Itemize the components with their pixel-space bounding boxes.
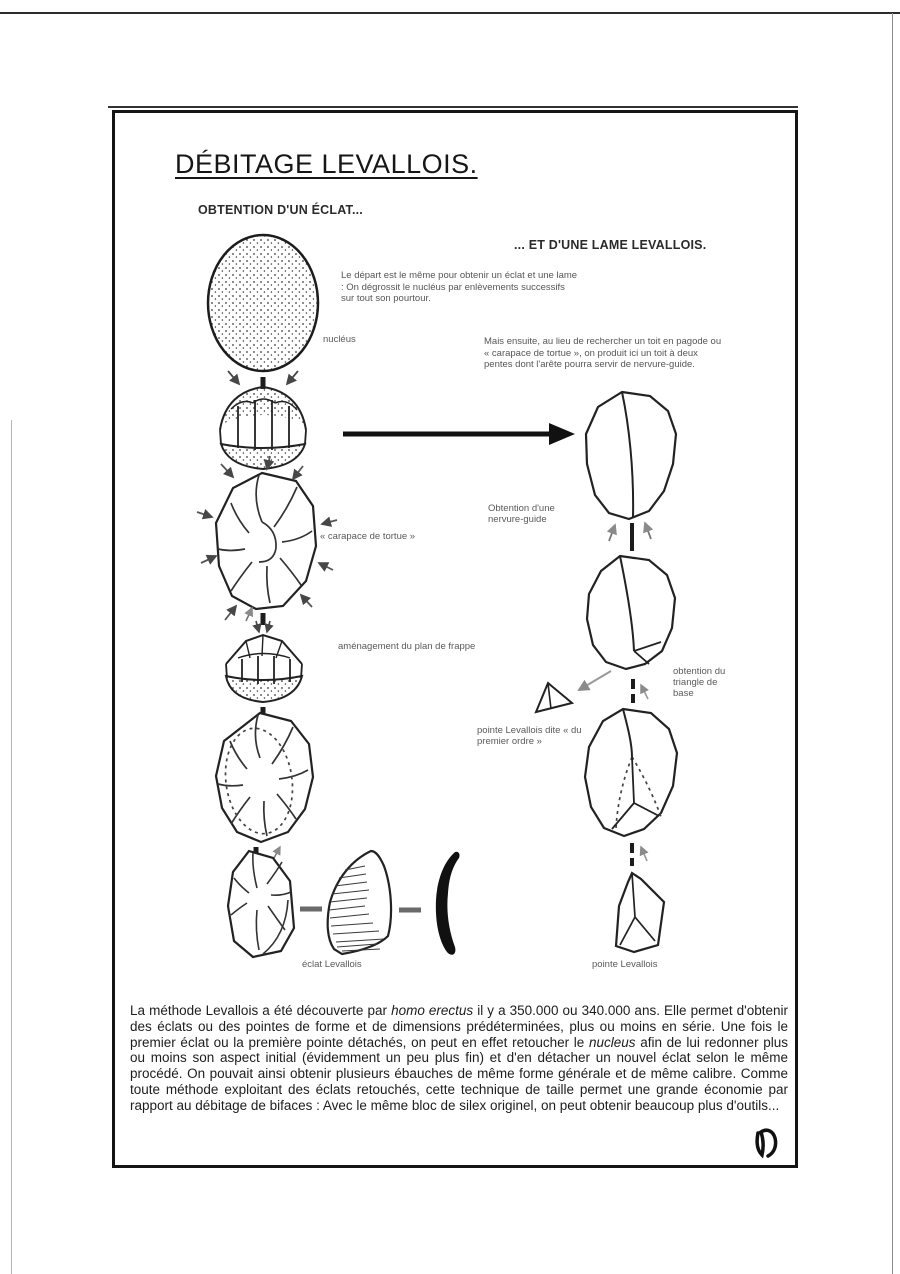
label-triangle-de-base: obtention du triangle de base bbox=[673, 666, 726, 699]
transition-arrow bbox=[343, 423, 575, 445]
small-arrow bbox=[641, 685, 648, 699]
ridge-core-base-triangle-drawing bbox=[587, 556, 675, 669]
ridge-core-drawing bbox=[586, 392, 676, 541]
page-title: DÉBITAGE LEVALLOIS. bbox=[175, 149, 478, 179]
paragraph-part: afin de lui redonner plus ou moins son aspect initial (évidemment un peu plus fin) et d'en détacher un nouvel éclat selon le même procédé. On pouvait ainsi obtenir plusieurs ébauches de même forme générale et de même calibre. Comme toute méthode exploitant des éclats retouchés, cette technique de taille permet une grande économie par rapport au débitage de bifaces : Avec le même bloc de silex originel, on peut obtenir beaucoup plus d'outils... bbox=[130, 1034, 788, 1113]
note-depart: Le départ est le même pour obtenir un éclat et une lame : On dégrossit le nucléus par enlèvements successifs sur tout son pourtour. bbox=[341, 270, 578, 304]
label-pointe-levallois: pointe Levallois bbox=[592, 959, 658, 970]
label-eclat-levallois: éclat Levallois bbox=[302, 959, 362, 970]
paragraph-part: il y a 350.000 ou 340.000 ans. Elle permet d'obtenir des éclats ou des pointes de forme et de dimensions prédéterminées, plus ou moins en série. Une fois le premier éclat ou la première pointe détachés, on peut en effet retoucher le bbox=[130, 1003, 789, 1050]
description-paragraph bbox=[130, 1003, 788, 1114]
nucleus-drawing bbox=[208, 235, 318, 371]
striking-platform-stage-drawing bbox=[226, 621, 302, 702]
small-arrow bbox=[246, 608, 252, 621]
label-pointe-premier-ordre: pointe Levallois dite « du premier ordre » bbox=[477, 725, 582, 747]
small-arrow bbox=[274, 847, 280, 858]
core-with-point-outline-drawing bbox=[585, 709, 677, 836]
residual-core-drawing bbox=[228, 851, 294, 957]
paragraph-italic-homo-erectus: homo erectus bbox=[391, 1003, 474, 1018]
prepared-core-with-flake-outline-drawing bbox=[216, 713, 313, 842]
label-nucleus: nucléus bbox=[323, 334, 356, 345]
left-column-heading: OBTENTION D'UN ÉCLAT... bbox=[198, 203, 363, 217]
paragraph-part: La méthode Levallois a été découverte par bbox=[130, 1003, 392, 1018]
paragraph-italic-nucleus: nucleus bbox=[589, 1034, 636, 1050]
right-column-heading: ... ET D'UNE LAME LEVALLOIS. bbox=[514, 238, 707, 252]
tortoise-carapace-core-drawing bbox=[197, 456, 337, 620]
flake-profile-drawing bbox=[436, 852, 460, 955]
signature-mark bbox=[757, 1130, 776, 1156]
levallois-point-drawing bbox=[616, 873, 664, 952]
detachment-arrow bbox=[579, 671, 611, 690]
small-arrow bbox=[641, 847, 647, 861]
label-carapace: « carapace de tortue » bbox=[320, 531, 416, 542]
first-order-point-drawing bbox=[536, 683, 572, 712]
label-plan-de-frappe: aménagement du plan de frappe bbox=[338, 641, 476, 652]
levallois-flake-drawing bbox=[328, 851, 391, 954]
label-nervure-guide: Obtention d'une nervure-guide bbox=[488, 503, 555, 525]
note-ensuite: Mais ensuite, au lieu de rechercher un toit en pagode ou « carapace de tortue », on produit ici un toit à deux pentes dont l'arête pourra servir de nervure-guide. bbox=[484, 336, 722, 370]
